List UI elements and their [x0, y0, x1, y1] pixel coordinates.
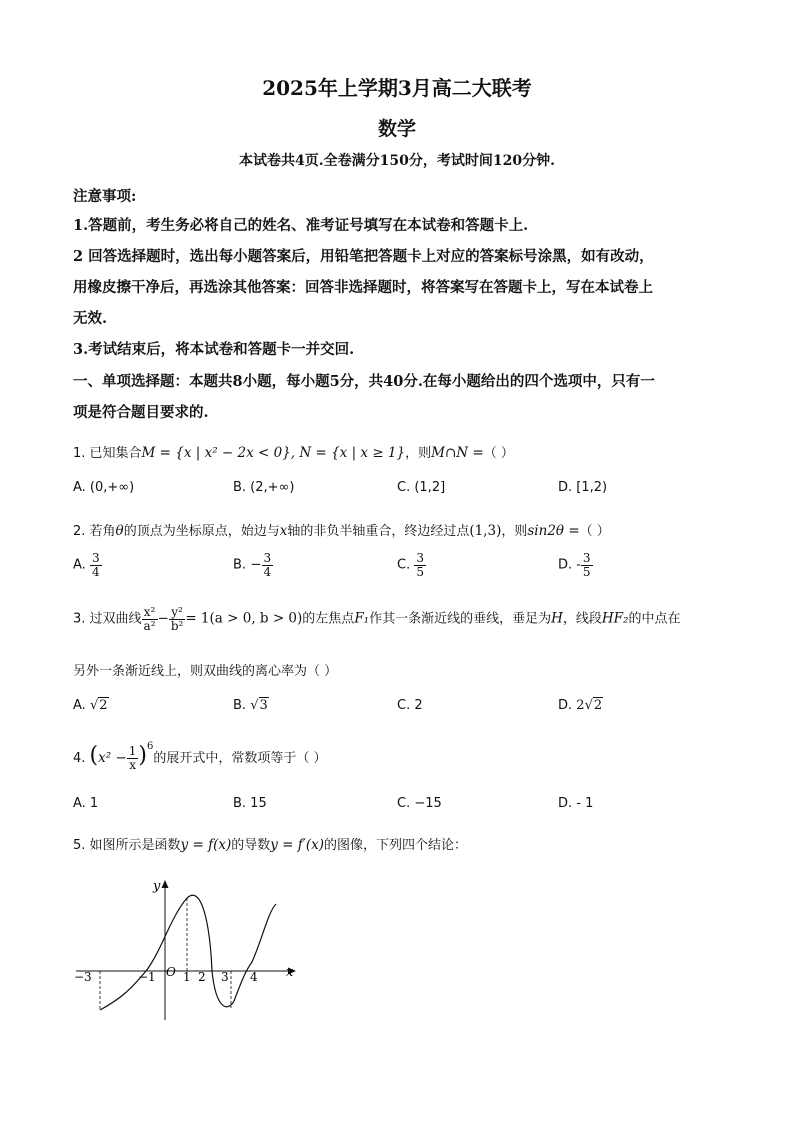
q3-h: H — [551, 610, 563, 627]
tick-label-1: 1 — [183, 970, 191, 984]
q2-expression: sin2θ = — [527, 523, 580, 539]
q4-fraction: $\frac{1}{x}$ — [128, 744, 137, 772]
tick-label-neg1: −1 — [138, 970, 156, 984]
q5-function: y = f(x) — [180, 837, 232, 853]
q4-text: 的展开式中，常数项等于（ ） — [153, 751, 327, 766]
y-axis-label: y — [153, 879, 161, 894]
q1-option-a: A. (0,+∞) — [73, 480, 135, 495]
q2-option-a: A. $\frac{3}{4}$ — [73, 551, 100, 579]
q3-option-a: A. √2 — [73, 698, 108, 713]
q2-option-a-fraction: $\frac{3}{4}$ — [91, 551, 100, 579]
q1-answer-paren: （ ） — [483, 446, 514, 461]
q2-option-c: C. $\frac{3}{5}$ — [397, 551, 424, 579]
q2-text-4: ，则 — [501, 524, 528, 539]
q2-option-d: D. - $\frac{3}{5}$ — [558, 551, 591, 579]
q4-exponent: 6 — [147, 740, 154, 752]
derivative-curve — [100, 895, 276, 1010]
q1-sets: M = {x | x² − 2x < 0}, N = {x | x ≥ 1} — [141, 445, 406, 461]
y-axis-arrow — [162, 880, 169, 888]
q4-option-b: B. 15 — [233, 796, 267, 811]
q3-fraction-y: $\frac{\text{y²}}{\text{b²}}$ — [170, 605, 184, 633]
tick-label-neg3: −3 — [74, 970, 92, 984]
section1-line-1: 一、单项选择题：本题共8小题，每小题5分，共40分.在每小题给出的四个选项中，只有一 — [73, 373, 655, 390]
question-1 — [73, 442, 514, 461]
tick-label-3: 3 — [221, 970, 229, 984]
q2-option-b-fraction: $\frac{3}{4}$ — [263, 551, 272, 579]
notice-item-3: 3.考试结束后，将本试卷和答题卡一并交回. — [73, 341, 355, 358]
section1-line-2: 项是符合题目要求的. — [73, 404, 209, 421]
notice-item-2-line-3: 无效. — [73, 310, 108, 327]
q4-base: x² − — [98, 750, 127, 766]
q1-expression: M∩N = — [431, 445, 484, 461]
q4-option-c: C. −15 — [397, 796, 442, 811]
question-5: 5. 如图所示是函数y = f(x)的导数y = f′(x)的图像，下列四个结论： — [73, 837, 467, 853]
origin-label: O — [166, 965, 176, 979]
q5-derivative: y = f′(x) — [270, 837, 324, 853]
question-4: 4. (x² − $\frac{1}{x}$ )$^6$的展开式中，常数项等于（ ） — [73, 740, 327, 772]
q4-option-d: D. - 1 — [558, 796, 594, 811]
question-2 — [73, 520, 610, 539]
q2-text-3: 轴的非负半轴重合，终边经过点 — [287, 524, 470, 539]
notice-item-2-line-2: 用橡皮擦干净后，再选涂其他答案：回答非选择题时，将答案写在答题卡上，写在本试卷上 — [73, 279, 653, 296]
q2-point: (1,3) — [469, 523, 502, 539]
exam-subject: 数学 — [377, 118, 416, 140]
q1-option-d: D. [1,2) — [558, 480, 608, 495]
q4-option-a: A. 1 — [73, 796, 99, 811]
derivative-graph — [70, 870, 310, 1030]
question-3: 3. 过双曲线 $\frac{\text{x²}}{\text{a²}}$ − $\frac{\text{y²}}{\text{b²}}$ = 1(a > 0, b > 0)的左焦点F₁作其一条渐近线的垂线，垂足为H，线段HF₂的中点在 — [73, 605, 681, 633]
q2-text-1: 2. 若角 — [73, 524, 116, 539]
notice-item-1: 1.答题前，考生务必将自己的姓名、准考证号填写在本试卷和答题卡上. — [73, 217, 529, 234]
q3-option-c: C. 2 — [397, 698, 423, 713]
notice-item-2-line-1: 2 回答选择题时，选出每小题答案后，用铅笔把答题卡上对应的答案标号涂黑，如有改动， — [73, 248, 654, 265]
q3-hf2: HF₂ — [601, 610, 629, 627]
q3-fraction-x: $\frac{\text{x²}}{\text{a²}}$ — [143, 605, 156, 633]
q3-condition: = 1(a > 0, b > 0) — [185, 610, 303, 627]
exam-title: 2025年上学期3月高二大联考 — [262, 76, 532, 100]
q1-option-c: C. (1,2] — [397, 480, 446, 495]
q2-theta: θ — [115, 523, 124, 539]
tick-label-2: 2 — [198, 970, 206, 984]
q3-text-1: 3. 过双曲线 — [73, 611, 142, 627]
q3-option-b: B. √3 — [233, 698, 268, 713]
q2-option-b: B. − $\frac{3}{4}$ — [233, 551, 272, 579]
q2-option-c-fraction: $\frac{3}{5}$ — [416, 551, 424, 579]
q1-option-b: B. (2,+∞) — [233, 480, 295, 495]
q3-option-d: D. 2√2 — [558, 698, 603, 713]
q3-f1: F₁ — [354, 610, 370, 627]
q3-line-2: 另外一条渐近线上，则双曲线的离心率为（ ） — [73, 664, 338, 679]
q1-suffix: ，则 — [405, 446, 432, 461]
q2-option-d-fraction: $\frac{3}{5}$ — [582, 551, 591, 579]
q2-x: x — [279, 523, 288, 539]
exam-info: 本试卷共4页.全卷满分150分，考试时间120分钟. — [239, 153, 555, 169]
q2-text-2: 的顶点为坐标原点，始边与 — [123, 524, 280, 539]
tick-label-4: 4 — [250, 970, 258, 984]
x-axis-label: x — [286, 965, 294, 980]
q2-answer-paren: （ ） — [579, 524, 610, 539]
q1-prefix: 1. 已知集合 — [73, 446, 142, 461]
notice-heading: 注意事项: — [73, 188, 137, 205]
